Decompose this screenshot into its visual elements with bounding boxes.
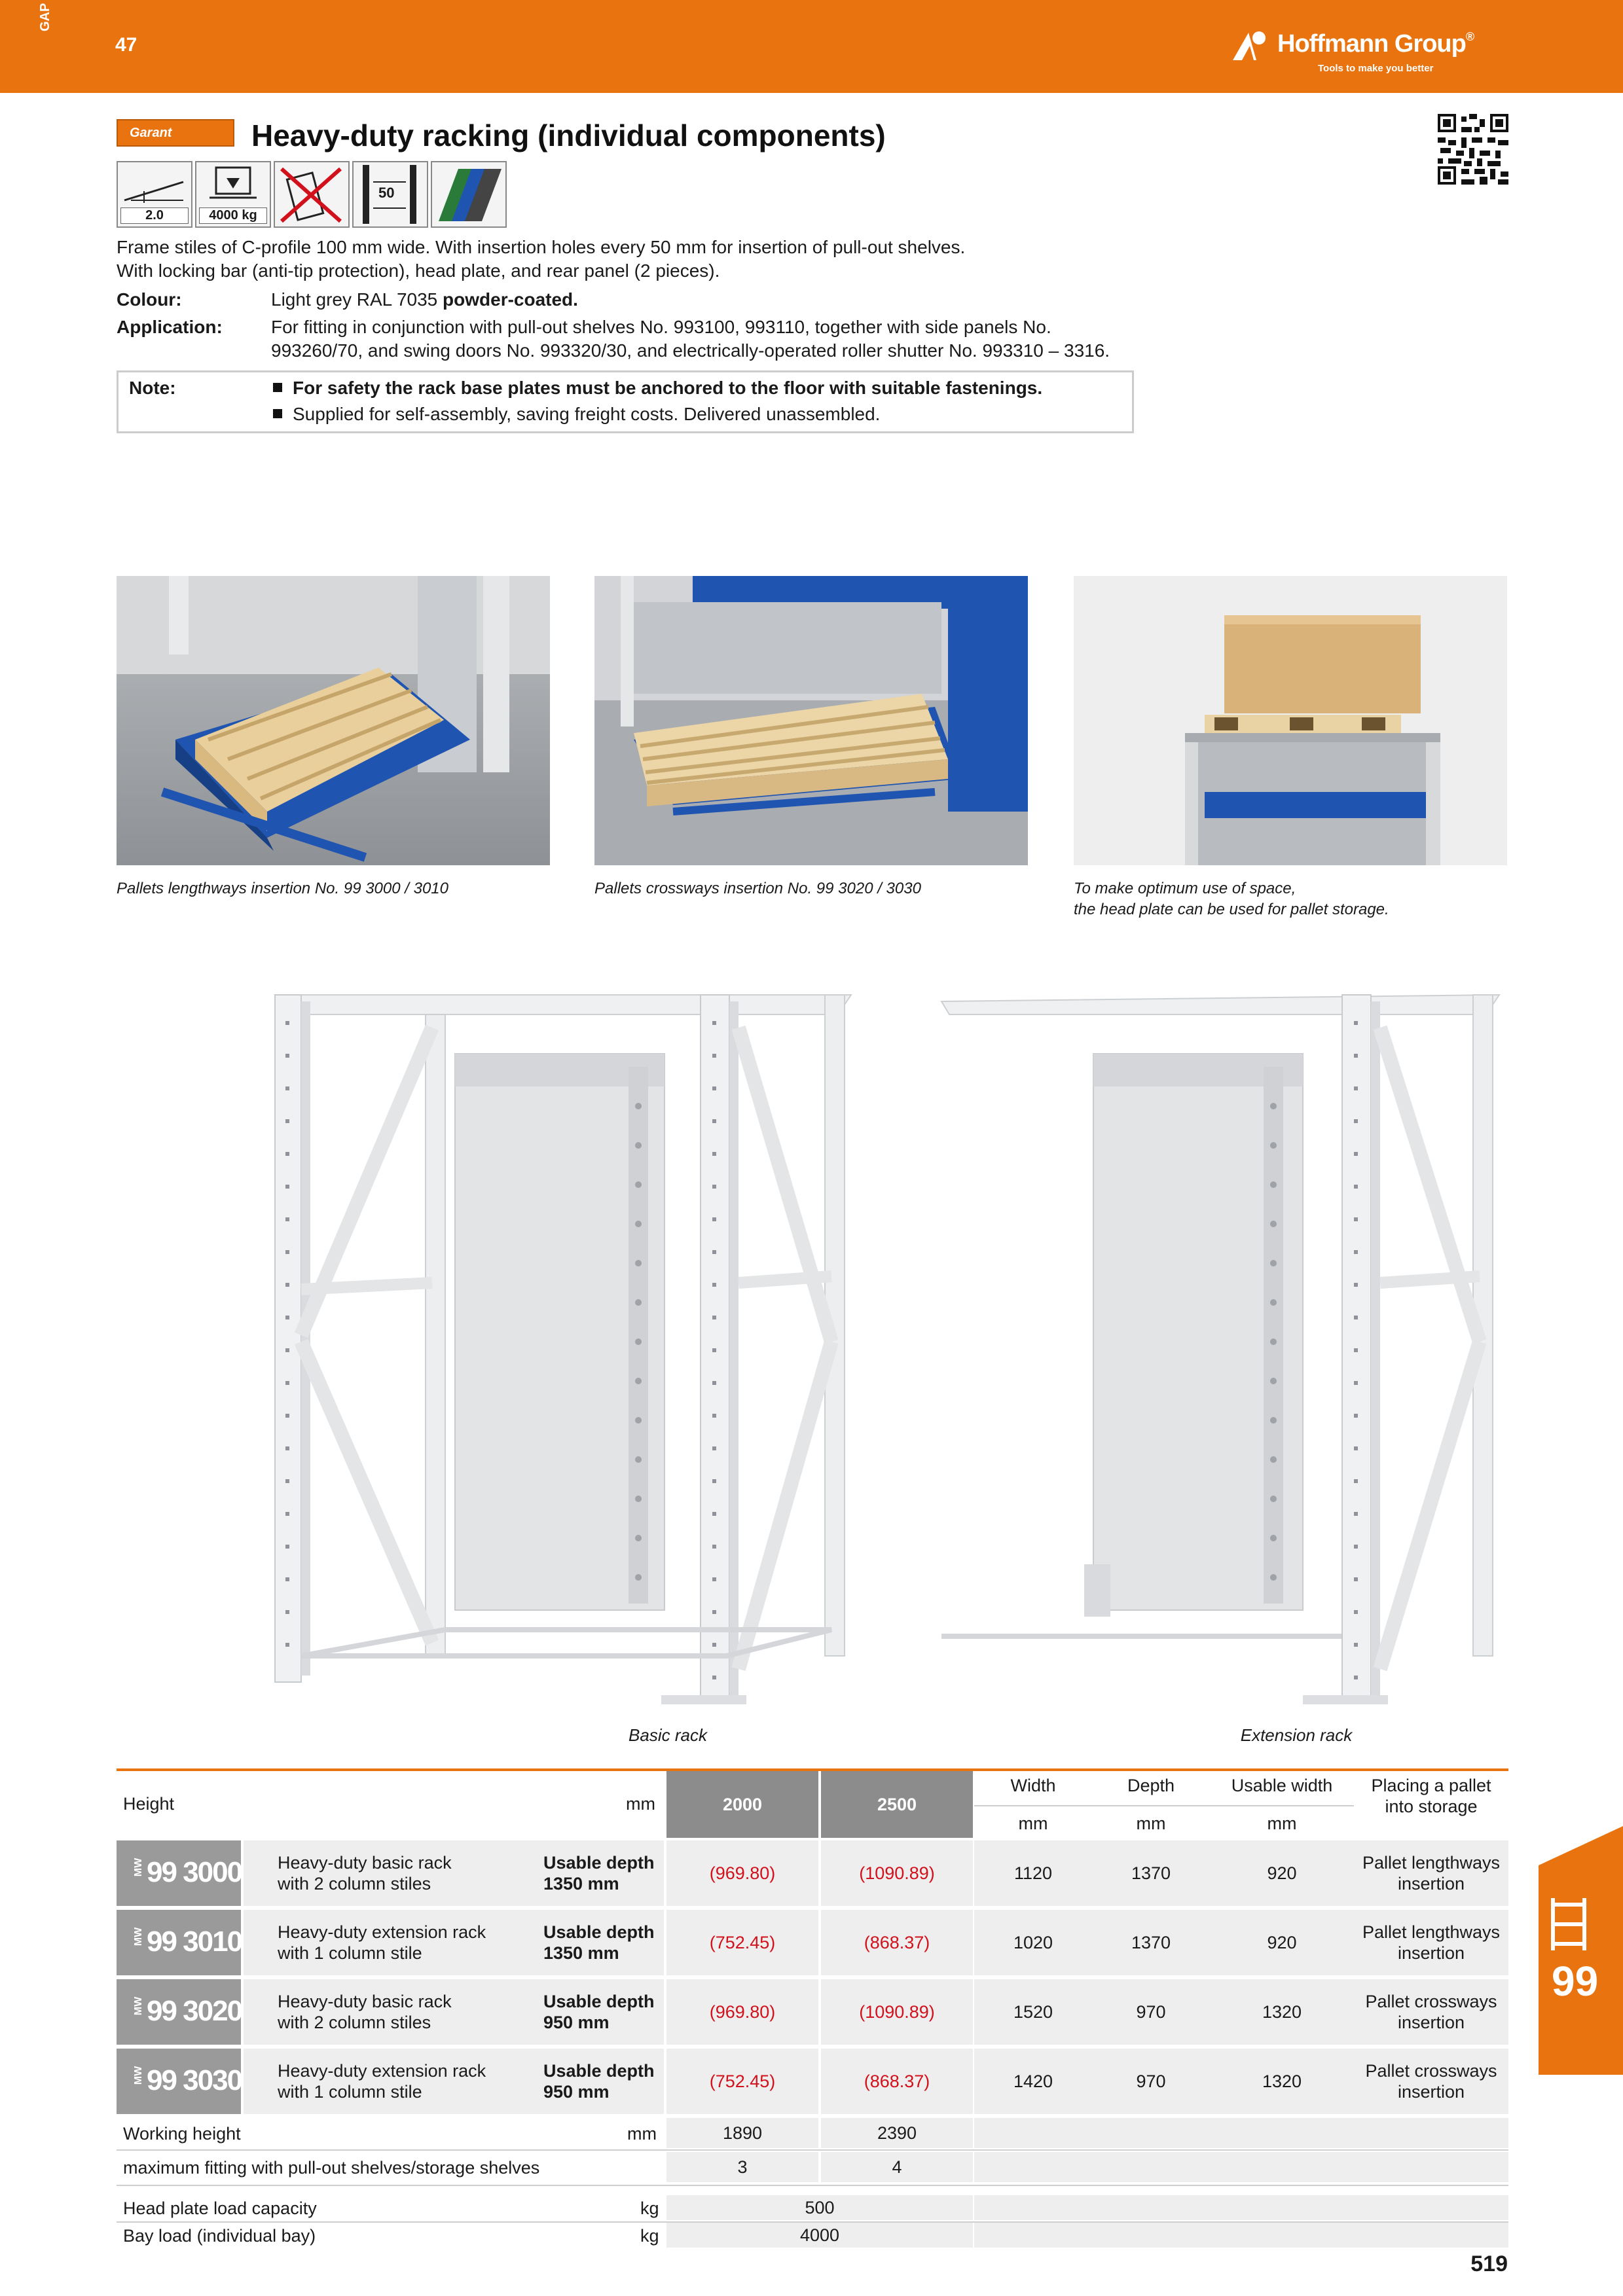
width-value: 1420 <box>1013 2072 1053 2091</box>
head-plate-load-unit: kg <box>640 2198 659 2218</box>
footer-bg <box>974 2152 1508 2182</box>
table-row[interactable] <box>117 2047 1508 2115</box>
placing-header: Placing a pallet into storage <box>1371 1776 1491 1816</box>
footer-bg <box>974 2195 1508 2220</box>
brand-tagline: Tools to make you better <box>1318 63 1434 74</box>
colour-key: Colour: <box>117 289 182 310</box>
load-capacity-label: 4000 kg <box>199 207 267 224</box>
depth-header: Depth <box>1127 1776 1175 1795</box>
qr-code-icon[interactable] <box>1438 114 1508 185</box>
photo-caption-head-plate <box>1074 878 1519 920</box>
hoffmann-logo[interactable] <box>1230 26 1505 79</box>
width-value: 1520 <box>1013 2002 1053 2022</box>
bay-load-value: 4000 <box>666 2223 973 2248</box>
floor-level-label: 2.0 <box>120 207 189 224</box>
placing-value: Pallet crossways insertion <box>1365 2061 1497 2102</box>
row-divider <box>117 2149 1508 2151</box>
application-value <box>271 315 1188 363</box>
usable-depth-text: Usable depth 950 mm <box>543 2061 655 2102</box>
bay-load-label: Bay load (individual bay) <box>123 2226 316 2246</box>
hoffmann-logo-icon <box>1230 29 1276 62</box>
header-divider <box>974 1805 1354 1806</box>
note-key: Note: <box>129 378 176 398</box>
depth-value: 1370 <box>1131 1933 1171 1952</box>
footer-bg <box>974 2223 1508 2248</box>
working-height-2000: 1890 <box>666 2118 818 2148</box>
usable-width-value: 920 <box>1267 1863 1297 1883</box>
usable-width-value: 1320 <box>1262 2072 1302 2091</box>
footer-bg <box>974 2118 1508 2148</box>
garant-badge <box>117 119 234 147</box>
head-plate-load-label: Head plate load capacity <box>123 2198 317 2218</box>
colour-value: Light grey RAL 7035 powder-coated. <box>271 289 578 310</box>
table-row[interactable] <box>117 1978 1508 2046</box>
usable-width-value: 1320 <box>1262 2002 1302 2022</box>
height-label: Height <box>123 1794 175 1814</box>
article-number-cell: MW 99 3000 <box>117 1840 241 1906</box>
floor-level-icon <box>117 161 192 228</box>
photo-caption-lengthways: Pallets lengthways insertion No. 99 3000 / 3010 <box>117 880 448 897</box>
table-row[interactable] <box>117 1839 1508 1907</box>
load-capacity-icon <box>195 161 271 228</box>
page-number: 519 <box>1470 2251 1508 2276</box>
description-text: Heavy-duty basic rack with 2 column stiles <box>278 1853 452 1893</box>
photo-crossways <box>594 576 1028 865</box>
garant-badge-text: Garant <box>130 126 172 140</box>
width-header: Width <box>1010 1776 1056 1795</box>
height-unit: mm <box>626 1794 655 1814</box>
brand-name: Hoffmann Group® <box>1277 30 1474 58</box>
placing-value: Pallet lengthways insertion <box>1362 1922 1501 1963</box>
no-tipping-icon <box>274 161 350 228</box>
usable-width-header: Usable width <box>1231 1776 1333 1795</box>
working-height-unit: mm <box>627 2124 657 2144</box>
width-value: 1020 <box>1013 1933 1053 1952</box>
article-number-cell: MW 99 3020 <box>117 1979 241 2045</box>
depth-value: 1370 <box>1131 1863 1171 1883</box>
article-number-cell: MW 99 3010 <box>117 1910 241 1975</box>
description-text: Heavy-duty basic rack with 2 column stiles <box>278 1992 452 2032</box>
section-tab-99[interactable] <box>1539 1826 1623 2075</box>
intro-line-2: With locking bar (anti-tip protection), head plate, and rear panel (2 pieces). <box>117 260 720 281</box>
head-plate-load-value: 500 <box>666 2195 973 2220</box>
price-2500: (868.37) <box>821 1910 973 1975</box>
working-height-2500: 2390 <box>821 2118 973 2148</box>
side-tag: GAP <box>38 3 52 31</box>
price-2000: (752.45) <box>666 2049 818 2114</box>
caption-line-1: To make optimum use of space, <box>1074 880 1296 897</box>
extension-rack-drawing <box>936 975 1512 1731</box>
max-fitting-2000: 3 <box>666 2152 818 2182</box>
pitch-label: 50 <box>378 185 395 201</box>
depth-unit: mm <box>1136 1814 1166 1833</box>
width-value: 1120 <box>1013 1863 1053 1883</box>
usable-width-value: 920 <box>1267 1933 1297 1952</box>
note-line-1: For safety the rack base plates must be anchored to the floor with suitable fastenings. <box>273 376 1042 400</box>
row-divider <box>117 2185 1508 2186</box>
bullet-icon <box>273 409 282 418</box>
placing-value: Pallet lengthways insertion <box>1362 1853 1501 1893</box>
height-2000-header: 2000 <box>666 1771 818 1838</box>
table-footer-row <box>117 2223 1508 2249</box>
table-footer-row <box>117 2152 1508 2183</box>
price-2000: (969.80) <box>666 1979 818 2045</box>
caption-line-2: the head plate can be used for pallet storage. <box>1074 901 1389 918</box>
section-tab-number: 99 <box>1552 1958 1599 2005</box>
note-line-2: Supplied for self-assembly, saving freight costs. Delivered unassembled. <box>273 403 880 426</box>
price-2000: (752.45) <box>666 1910 818 1975</box>
table-row[interactable] <box>117 1909 1508 1977</box>
description-text: Heavy-duty extension rack with 1 column stile <box>278 2061 486 2102</box>
price-2000: (969.80) <box>666 1840 818 1906</box>
article-number-cell: MW 99 3030 <box>117 2049 241 2114</box>
photo-caption-crossways: Pallets crossways insertion No. 99 3020 / 3030 <box>594 880 921 897</box>
depth-value: 970 <box>1136 2002 1166 2022</box>
application-row <box>117 315 1164 365</box>
note-box <box>117 370 1134 433</box>
max-fitting-2500: 4 <box>821 2152 973 2182</box>
intro-text <box>117 236 1138 283</box>
usable-width-unit: mm <box>1267 1814 1297 1833</box>
photo-head-plate-storage <box>1074 576 1507 865</box>
intro-line-1: Frame stiles of C-profile 100 mm wide. With insertion holes every 50 mm for insertion of pull-out shelves. <box>117 237 966 257</box>
price-2500: (868.37) <box>821 2049 973 2114</box>
header-bar <box>0 0 1623 93</box>
extension-rack-caption: Extension rack <box>1240 1725 1353 1745</box>
usable-depth-text: Usable depth 1350 mm <box>543 1922 655 1963</box>
pitch-50-icon <box>352 161 428 228</box>
max-fitting-label: maximum fitting with pull-out shelves/storage shelves <box>123 2158 540 2178</box>
colour-row <box>117 288 1164 312</box>
width-unit: mm <box>1018 1814 1048 1833</box>
application-line-2: 993260/70, and swing doors No. 993320/30, and electrically-operated roller shutter No. 993310 – 3316. <box>271 340 1110 361</box>
catalogue-page-number: 47 <box>115 34 137 56</box>
bullet-icon <box>273 383 282 392</box>
bay-load-unit: kg <box>640 2226 659 2246</box>
working-height-label: Working height <box>123 2124 241 2144</box>
feature-icons <box>117 161 507 228</box>
table-footer-row <box>117 2195 1508 2221</box>
height-2500-header: 2500 <box>821 1771 973 1838</box>
page-title: Heavy-duty racking (individual components) <box>251 118 886 152</box>
depth-value: 970 <box>1136 2072 1166 2091</box>
description-text: Heavy-duty extension rack with 1 column stile <box>278 1922 486 1963</box>
basic-rack-drawing <box>268 975 871 1731</box>
table-footer-row <box>117 2118 1508 2149</box>
usable-depth-text: Usable depth 950 mm <box>543 1992 655 2032</box>
application-line-1: For fitting in conjunction with pull-out shelves No. 993100, 993110, together with side panels No. <box>271 317 1051 337</box>
basic-rack-caption: Basic rack <box>629 1725 707 1745</box>
price-2500: (1090.89) <box>821 1979 973 2045</box>
usable-depth-text: Usable depth 1350 mm <box>543 1853 655 1893</box>
price-2500: (1090.89) <box>821 1840 973 1906</box>
placing-value: Pallet crossways insertion <box>1365 1992 1497 2032</box>
colour-swatch-icon <box>431 161 507 228</box>
application-key: Application: <box>117 317 223 337</box>
photo-lengthways <box>117 576 550 865</box>
